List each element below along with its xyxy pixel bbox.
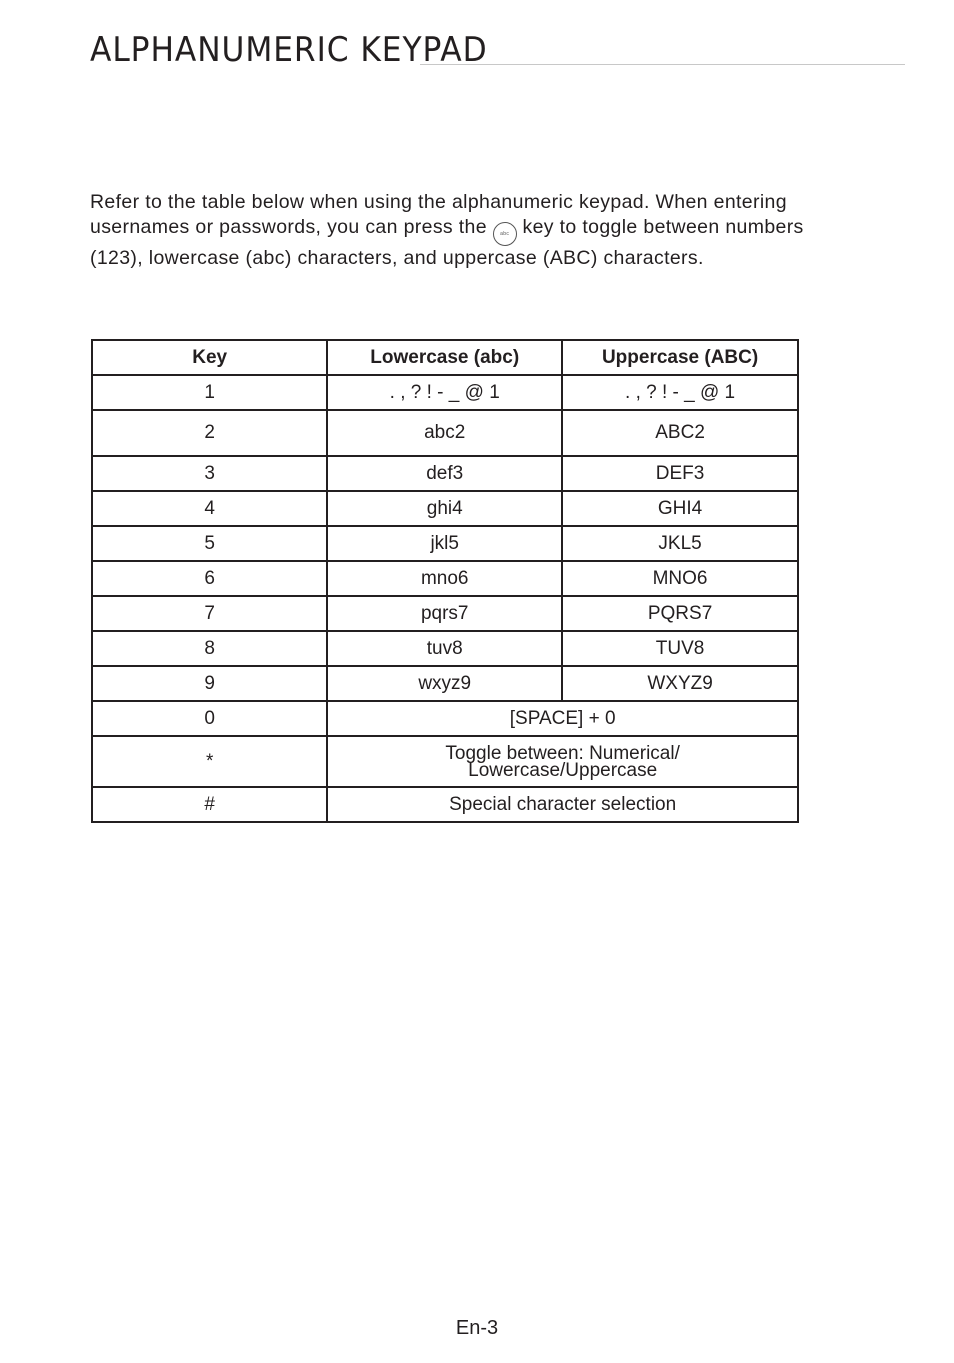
lowercase-cell: jkl5 [327,526,562,561]
intro-text-start: Refer to the table below when using the alphanumeric keypad. When entering usernames or passwords, you can press the [90,191,787,238]
page-number: En-3 [455,1317,499,1339]
intro-text-end: key to toggle between numbers (123), lowercase (abc) characters, and uppercase (ABC) characters. [90,216,804,269]
toggle-key-icon: abc [493,222,517,246]
merged-cell: [SPACE] + 0 [327,701,798,736]
table-row [92,456,798,491]
table-row [92,631,798,666]
lowercase-cell: ghi4 [327,491,562,526]
key-cell: 5 [92,526,327,561]
key-cell: 8 [92,631,327,666]
table-row [92,596,798,631]
key-cell: # [92,787,327,822]
key-cell: * [92,736,327,787]
page-title: ALPHANUMERIC KEYPAD [90,30,488,70]
title-rule [420,64,905,65]
header-lowercase: Lowercase (abc) [327,340,562,375]
header-key: Key [92,340,327,375]
lowercase-cell: def3 [327,456,562,491]
intro-paragraph [90,190,810,271]
lowercase-cell: . , ? ! - _ @ 1 [327,375,562,410]
key-cell: 7 [92,596,327,631]
table-row [92,491,798,526]
table-row [92,375,798,410]
key-cell: 9 [92,666,327,701]
uppercase-cell: MNO6 [562,561,798,596]
uppercase-cell: WXYZ9 [562,666,798,701]
merged-cell: Special character selection [327,787,798,822]
keypad-table [91,339,799,823]
uppercase-cell: ABC2 [562,410,798,456]
uppercase-cell: JKL5 [562,526,798,561]
lowercase-cell: mno6 [327,561,562,596]
uppercase-cell: GHI4 [562,491,798,526]
uppercase-cell: TUV8 [562,631,798,666]
table-row [92,561,798,596]
key-cell: 3 [92,456,327,491]
header-uppercase: Uppercase (ABC) [562,340,798,375]
table-row [92,666,798,701]
key-cell: 0 [92,701,327,736]
uppercase-cell: DEF3 [562,456,798,491]
table-row-special [92,787,798,822]
lowercase-cell: pqrs7 [327,596,562,631]
table-row-toggle [92,736,798,787]
lowercase-cell: tuv8 [327,631,562,666]
table-row-space [92,701,798,736]
merged-cell [327,736,798,787]
merged-cell-line-1: Toggle between: Numerical/ [445,742,680,764]
key-cell: 2 [92,410,327,456]
table-row [92,526,798,561]
merged-cell-line-2: Lowercase/Uppercase [468,759,658,781]
table-row [92,410,798,456]
lowercase-cell: abc2 [327,410,562,456]
uppercase-cell: PQRS7 [562,596,798,631]
key-cell: 6 [92,561,327,596]
key-cell: 1 [92,375,327,410]
uppercase-cell: . , ? ! - _ @ 1 [562,375,798,410]
key-cell: 4 [92,491,327,526]
table-header-row [92,340,798,375]
lowercase-cell: wxyz9 [327,666,562,701]
